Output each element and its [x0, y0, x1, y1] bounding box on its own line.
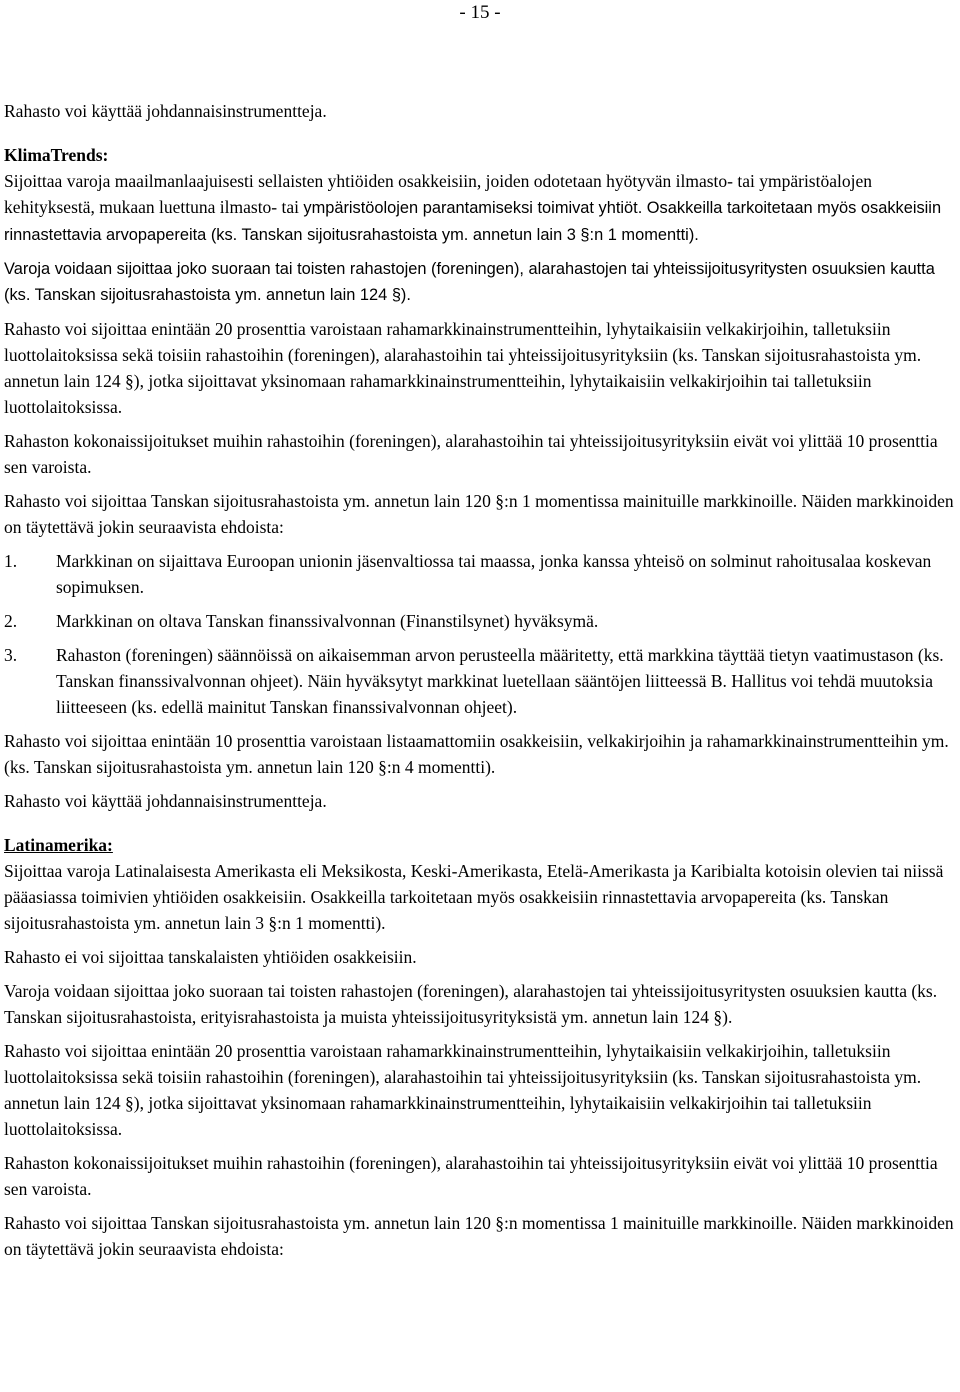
paragraph: Rahasto voi käyttää johdannaisinstrumentteja.: [4, 791, 327, 811]
list-item-text: Markkinan on oltava Tanskan finanssivalvonnan (Finanstilsynet) hyväksymä.: [56, 611, 599, 631]
section-heading-klimatrends: KlimaTrends:: [4, 145, 109, 165]
list-item-number: 2.: [4, 611, 18, 631]
list-item-number: 1.: [4, 551, 18, 571]
list-item-text: Markkinan on sijaittava Euroopan unionin jäsenvaltiossa tai maassa, jonka kanssa yhteisö on solminut rahoitusalaa koskevan sopimuksen.: [56, 551, 932, 597]
list-item: [4, 608, 956, 634]
paragraph: Rahasto voi sijoittaa Tanskan sijoitusrahastoista ym. annetun lain 120 §:n momentissa 1 mainituille markkinoille. Näiden markkinoiden on täytettävä jokin seuraavista ehdoista:: [4, 1213, 954, 1259]
section-heading-latinamerika: Latinamerika:: [4, 835, 113, 855]
list-item: [4, 548, 956, 600]
paragraph: Rahasto voi sijoittaa enintään 20 prosenttia varoistaan rahamarkkinainstrumentteihin, lyhytaikaisiin velkakirjoihin, talletuksiin luottolaitoksissa sekä toisiin rahastoihin (foreningen), alarahastoihin tai yhteissijoitusyrityksiin (ks. Tanskan sijoitusrahastoista ym. annetun lain 124 §), jotka sijoittavat yksinomaan rahamarkkinainstrumentteihin, lyhytaikaisiin velkakirjoihin tai talletuksiin luottolaitoksissa.: [4, 1041, 922, 1139]
document-body: [4, 98, 956, 1270]
section-latinamerika: [4, 832, 956, 1262]
page-number: - 15 -: [459, 2, 501, 23]
list-item: [4, 642, 956, 720]
paragraph: Rahaston kokonaissijoitukset muihin rahastoihin (foreningen), alarahastoihin tai yhteissijoitusyrityksiin eivät voi ylittää 10 prosenttia sen varoista.: [4, 431, 938, 477]
paragraph: Rahasto voi sijoittaa enintään 10 prosenttia varoistaan listaamattomiin osakkeisiin, velkakirjoihin ja rahamarkkinainstrumentteihin ym. (ks. Tanskan sijoitusrahastoista ym. annetun lain 120 §:n 4 momentti).: [4, 731, 949, 777]
paragraph: Varoja voidaan sijoittaa joko suoraan tai toisten rahastojen (foreningen), alarahastojen tai yhteissijoitusyritysten osuuksien kautta (ks. Tanskan sijoitusrahastoista, erityisrahastoista ja muista yhteissijoitusyrityksistä ym. annetun lain 124 §).: [4, 981, 938, 1027]
list-item-text: Rahaston (foreningen) säännöissä on aikaisemman arvon perusteella määritetty, että markkina täyttää tietyn vaatimustason (ks. Tanskan finanssivalvonnan ohjeet). Näin hyväksytyt markkinat luetellaan sääntöjen liitteessä B. Hallitus voi tehdä muutoksia liitteeseen (ks. edellä mainitut Tanskan finanssivalvonnan ohjeet).: [56, 645, 944, 717]
paragraph: Varoja voidaan sijoittaa joko suoraan tai toisten rahastojen (foreningen), alarahastojen tai yhteissijoitusyritysten osuuksien kautta (ks. Tanskan sijoitusrahastoista ym. annetun lain 124 §).: [4, 260, 935, 304]
paragraph: Rahasto voi sijoittaa enintään 20 prosenttia varoistaan rahamarkkinainstrumentteihin, lyhytaikaisiin velkakirjoihin, talletuksiin luottolaitoksissa sekä toisiin rahastoihin (foreningen), alarahastoihin tai yhteissijoitusyrityksiin (ks. Tanskan sijoitusrahastoista ym. annetun lain 124 §), jotka sijoittavat yksinomaan rahamarkkinainstrumentteihin, lyhytaikaisiin velkakirjoihin tai talletuksiin luottolaitoksissa.: [4, 319, 922, 417]
list-item-number: 3.: [4, 645, 18, 665]
paragraph: Rahasto voi sijoittaa Tanskan sijoitusrahastoista ym. annetun lain 120 §:n 1 momentissa mainituille markkinoille. Näiden markkinoiden on täytettävä jokin seuraavista ehdoista:: [4, 491, 954, 537]
paragraph-text-sans: ympäristöolojen parantamiseksi toimivat yhtiöt. Osakkeilla tarkoitetaan myös osakkeisiin rinnastettavia arvopapereita (ks. Tanskan sijoitusrahastoista ym. annetun lain 3 §:n 1 momentti).: [4, 199, 942, 244]
paragraph: Sijoittaa varoja Latinalaisesta Amerikasta eli Meksikosta, Keski-Amerikasta, Etelä-Amerikasta ja Karibialta kotoisin olevien tai niissä pääasiassa toimivien yhtiöiden osakkeisiin. Osakkeilla tarkoitetaan myös osakkeisiin rinnastettavia arvopapereita (ks. Tanskan sijoitusrahastoista ym. annetun lain 3 §:n 1 momentti).: [4, 861, 944, 933]
paragraph: [4, 168, 956, 248]
paragraph-text: Sijoittaa varoja maailmanlaajuisesti sellaisten yhtiöiden osakkeisiin, joiden odotetaan hyötyvän ilmasto- tai ympäristöalojen kehityksestä, mukaan luettuna ilmasto- tai: [4, 171, 872, 217]
section-klimatrends: [4, 142, 956, 814]
intro-paragraph: Rahasto voi käyttää johdannaisinstrumentteja.: [4, 101, 327, 121]
paragraph: Rahasto ei voi sijoittaa tanskalaisten yhtiöiden osakkeisiin.: [4, 947, 417, 967]
paragraph: Rahaston kokonaissijoitukset muihin rahastoihin (foreningen), alarahastoihin tai yhteissijoitusyrityksiin eivät voi ylittää 10 prosenttia sen varoista.: [4, 1153, 938, 1199]
